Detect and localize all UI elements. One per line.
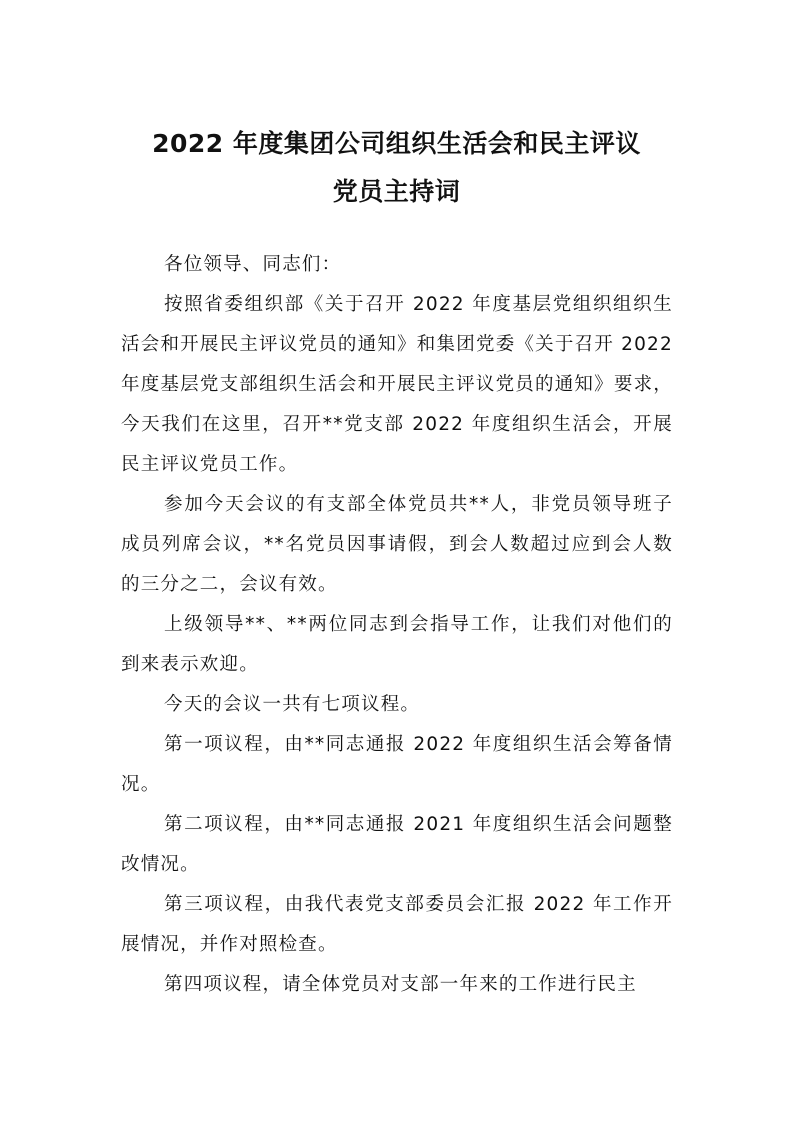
paragraph-agenda-count: 今天的会议一共有七项议程。 (164, 694, 421, 715)
paragraph-agenda-item-4: 第四项议程，请全体党员对支部一年来的工作进行民主 (164, 974, 637, 995)
document-body (121, 245, 673, 1005)
document-title-line-1: 2022 年度集团公司组织生活会和民主评议 (152, 129, 641, 158)
paragraph-agenda-item-1: 第一项议程，由**同志通报 2022 年度组织生活会筹备情况。 (121, 734, 673, 795)
paragraph-attendance: 参加今天会议的有支部全体党员共**人，非党员领导班子成员列席会议，**名党员因事请假，到会人数超过应到会人数的三分之二，会议有效。 (121, 494, 673, 595)
paragraph-greeting: 各位领导、同志们： (164, 254, 342, 275)
document-title-line-2: 党员主持词 (332, 177, 461, 206)
paragraph-agenda-item-3: 第三项议程，由我代表党支部委员会汇报 2022 年工作开展情况，并作对照检查。 (121, 894, 673, 955)
paragraph-agenda-item-2: 第二项议程，由**同志通报 2021 年度组织生活会问题整改情况。 (121, 814, 673, 875)
paragraph-intro: 按照省委组织部《关于召开 2022 年度基层党组织组织生活会和开展民主评议党员的通知》和集团党委《关于召开 2022 年度基层党支部组织生活会和开展民主评议党员的通知》要求，今天我们在这里，召开**党支部 2022 年度组织生活会，开展民主评议党员工作。 (121, 294, 673, 475)
paragraph-welcome: 上级领导**、**两位同志到会指导工作，让我们对他们的到来表示欢迎。 (121, 614, 673, 675)
